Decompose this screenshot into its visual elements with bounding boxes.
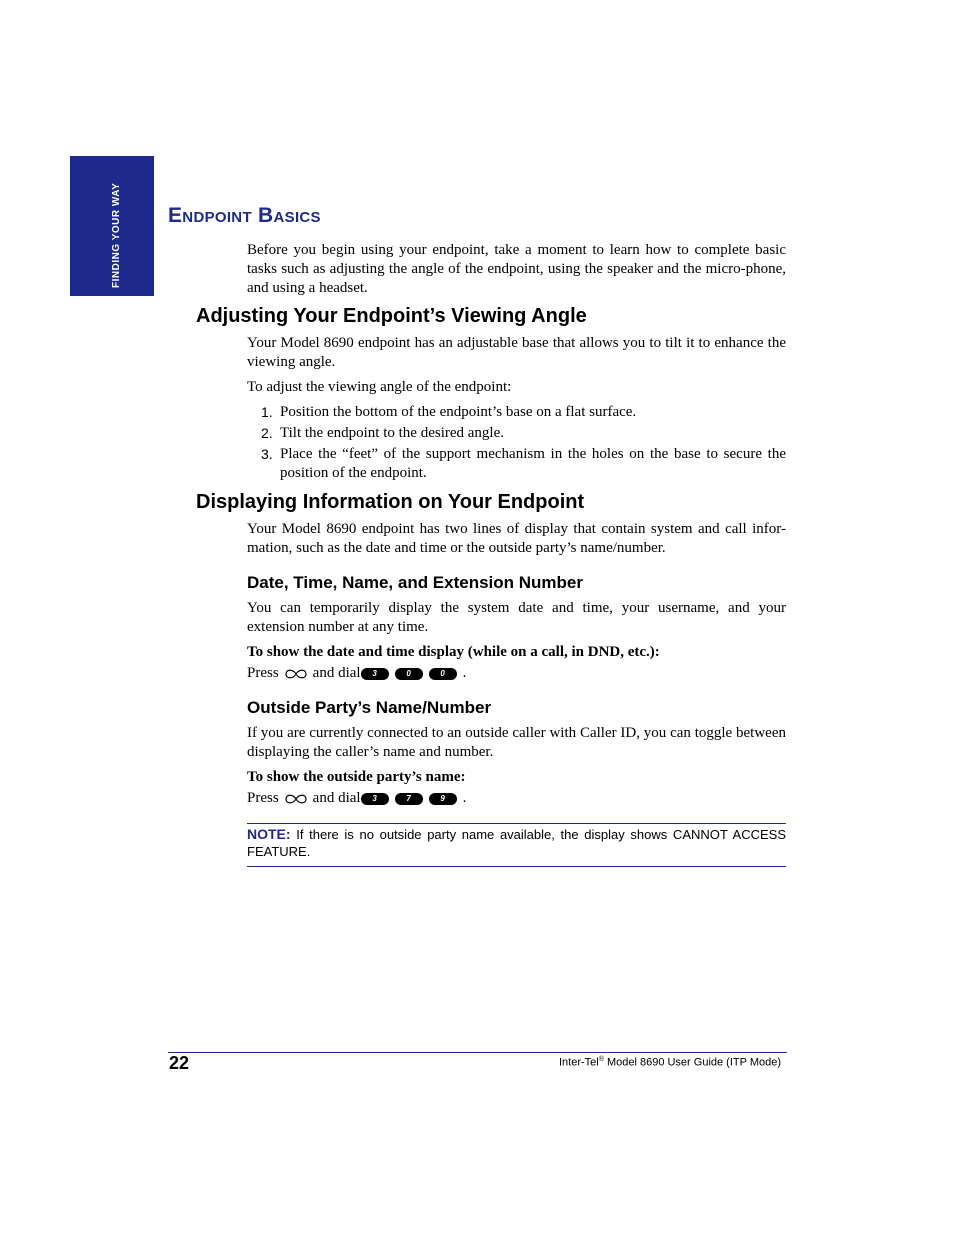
- display-info-heading: Displaying Information on Your Endpoint: [196, 491, 585, 513]
- key-0: 0: [429, 668, 457, 680]
- note-label: NOTE:: [247, 826, 291, 842]
- display-info-para: Your Model 8690 endpoint has two lines of display that contain system and call infor-mation, such as the date and time or the outside party’s name/number.: [247, 521, 786, 556]
- outside-party-para: If you are currently connected to an outside caller with Caller ID, you can toggle between displaying the caller’s name and number.: [247, 725, 786, 760]
- date-time-instruction: To show the date and time display (while on a call, in DND, etc.):: [247, 644, 660, 660]
- footer-rule: [168, 1052, 787, 1053]
- key-3: 3: [361, 668, 389, 680]
- outside-party-heading: Outside Party’s Name/Number: [247, 698, 492, 717]
- loop-icon: [284, 668, 308, 680]
- key-9: 9: [429, 793, 457, 805]
- key-0: 0: [395, 668, 423, 680]
- intro-paragraph: Before you begin using your endpoint, take a moment to learn how to complete basic tasks such as adjusting the angle of the endpoint, using the speaker and the micro-phone, and using a headset.: [247, 242, 786, 296]
- loop-icon: [284, 793, 308, 805]
- section-title: Endpoint Basics: [168, 204, 321, 227]
- step-2: 2. Tilt the endpoint to the desired angle.: [261, 425, 504, 441]
- outside-party-instruction: To show the outside party’s name:: [247, 769, 466, 785]
- key-7: 7: [395, 793, 423, 805]
- key-3: 3: [361, 793, 389, 805]
- page-number: 22: [169, 1053, 190, 1073]
- side-tab-label: FINDING YOUR WAY: [111, 182, 122, 288]
- viewing-angle-para: Your Model 8690 endpoint has an adjustable base that allows you to tilt it to enhance the viewing angle.: [247, 335, 786, 370]
- step-1: 1. Position the bottom of the endpoint’s base on a flat surface.: [261, 404, 637, 420]
- viewing-angle-heading: Adjusting Your Endpoint’s Viewing Angle: [196, 305, 587, 327]
- viewing-angle-steps: [247, 403, 786, 485]
- date-time-press-line: Press and dial 3 0 0 .: [247, 665, 467, 681]
- step-3: 3. Place the “feet” of the support mechanism in the holes on the base to secure the position of the endpoint.: [261, 446, 786, 481]
- outside-party-press-line: Press and dial 3 7 9 .: [247, 790, 467, 806]
- date-time-heading: Date, Time, Name, and Extension Number: [247, 573, 583, 592]
- viewing-angle-instruction: To adjust the viewing angle of the endpoint:: [247, 379, 512, 395]
- footer-title: Inter-Tel® Model 8690 User Guide (ITP Mode): [558, 1056, 781, 1069]
- note-text: If there is no outside party name available, the display shows CANNOT ACCESS FEATURE.: [247, 827, 786, 859]
- note-box: [247, 823, 786, 867]
- date-time-para: You can temporarily display the system date and time, your username, and your extension number at any time.: [247, 600, 786, 635]
